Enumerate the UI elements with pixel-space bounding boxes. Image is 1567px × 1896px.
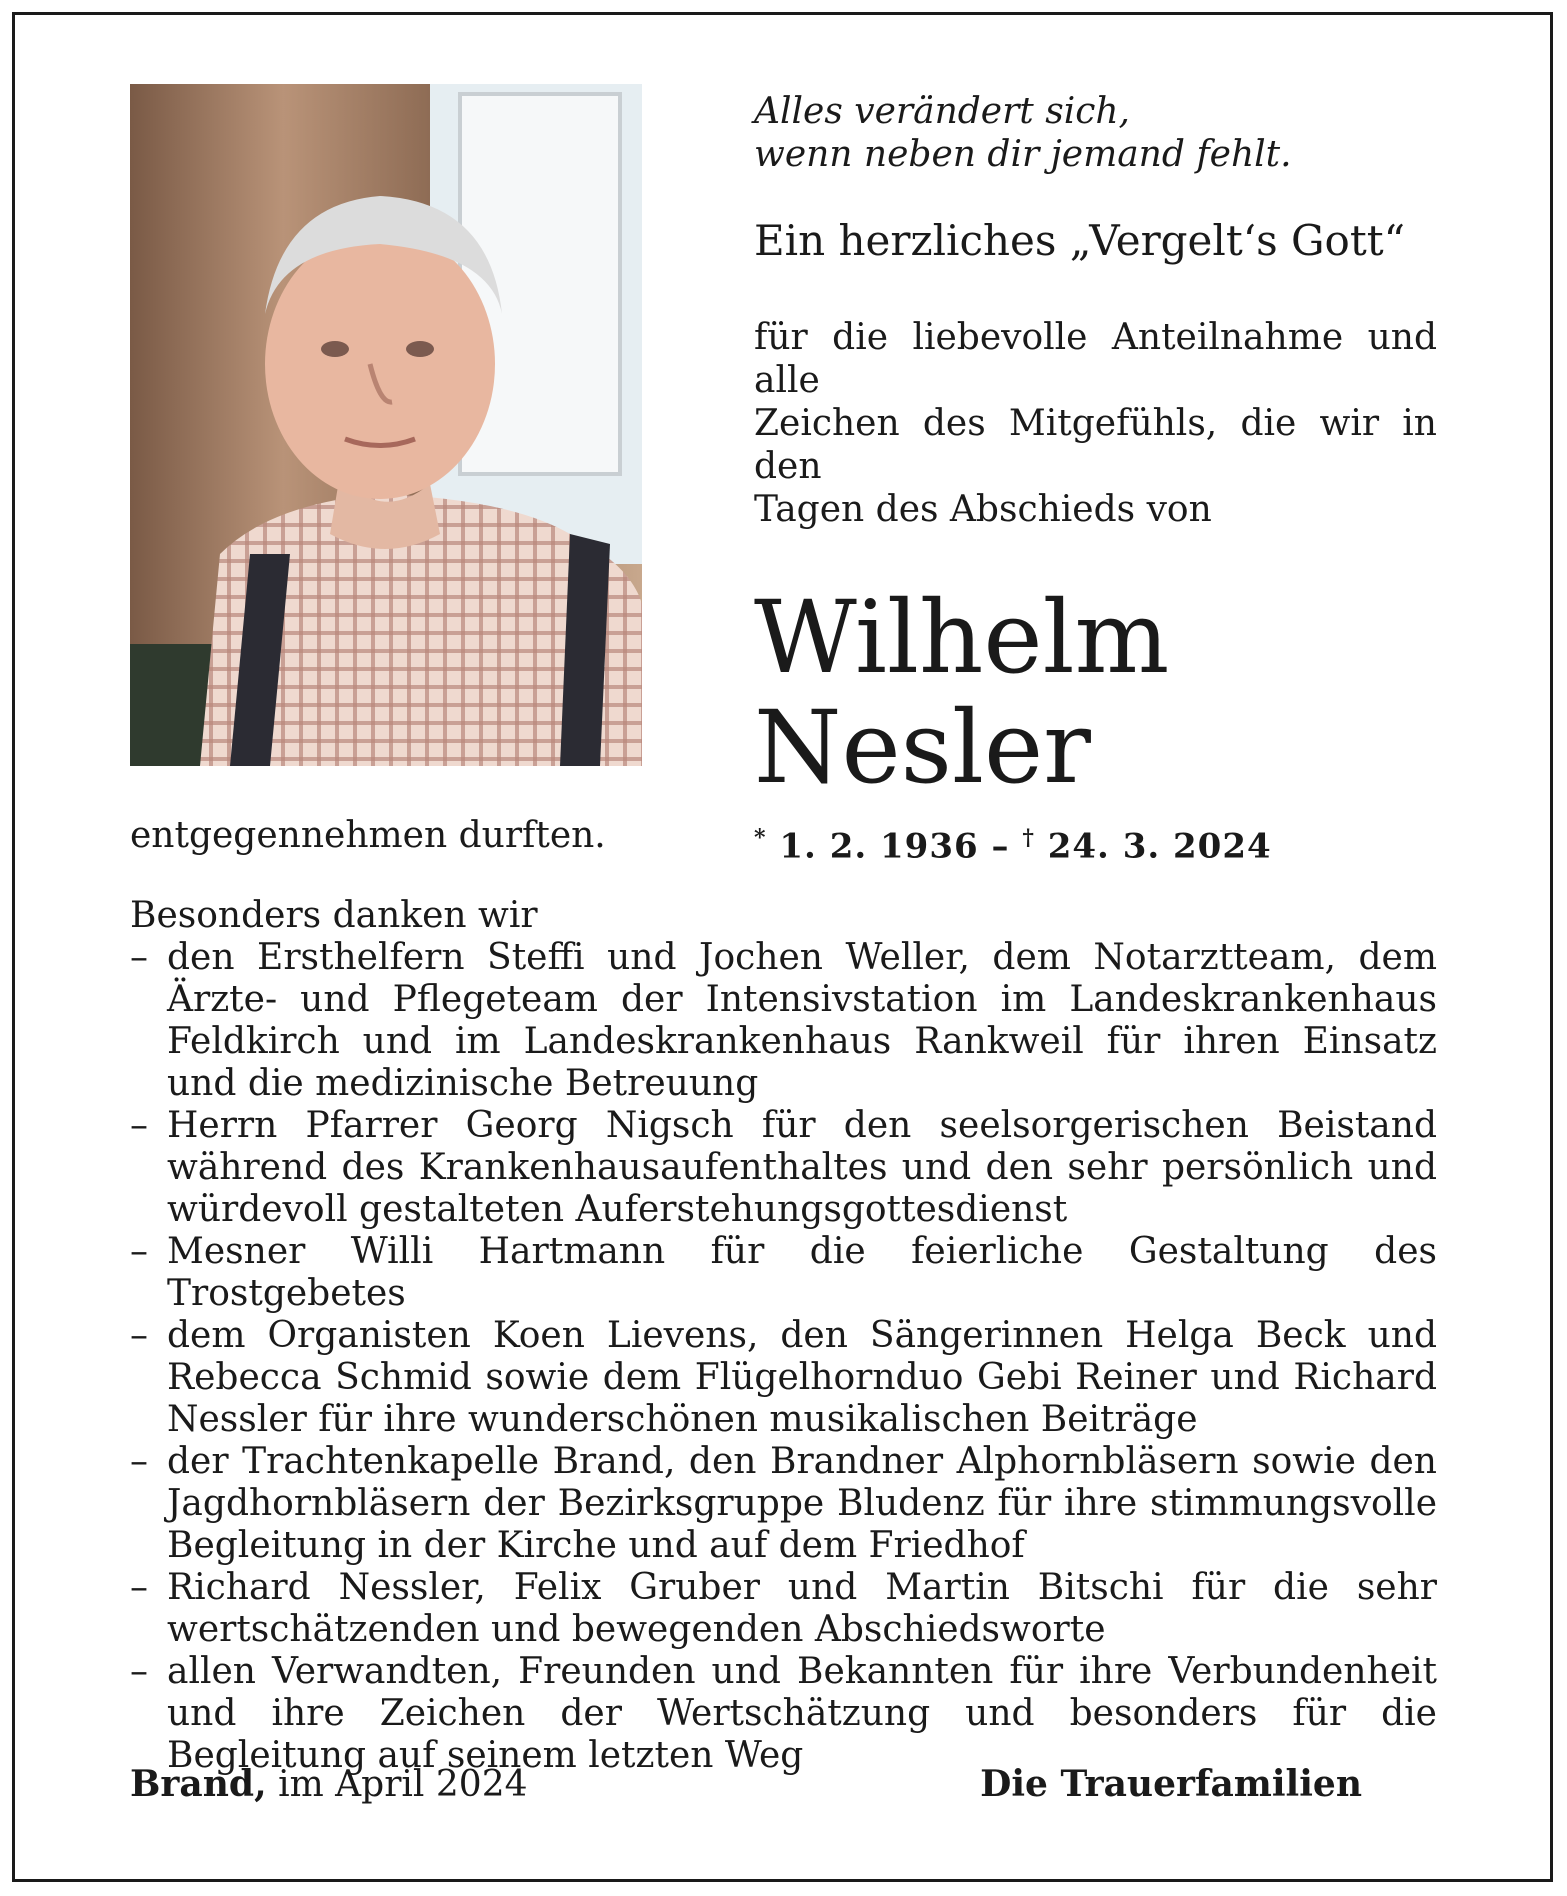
list-item: – der Trachtenkapelle Brand, den Brandner Alphornbläsern sowie den Jagdhornbläsern der Bezirksgruppe Bludenz für ihre stimmungsvolle Begleitung in der Kirche und auf dem Friedhof [130, 1441, 1437, 1567]
intro-line-2: Zeichen des Mitgefühls, die wir in den [754, 403, 1437, 487]
intro-line-1: für die liebevolle Anteilnahme und alle [754, 317, 1437, 401]
list-item: – Richard Nessler, Felix Gruber und Martin Bitschi für die sehr wertschätzenden und bewegenden Abschiedsworte [130, 1567, 1437, 1651]
footer-signature: Die Trauerfamilien [980, 1763, 1362, 1805]
footer [130, 1763, 1362, 1806]
portrait-photo [130, 84, 642, 766]
birth-date: 1. 2. 1936 [779, 826, 979, 867]
thanks-heading: Ein herzliches „Vergelt‘s Gott“ [754, 216, 1406, 265]
intro-paragraph [754, 316, 1437, 531]
footer-place: Brand, [130, 1763, 267, 1805]
quote [754, 90, 1437, 176]
list-item: – den Ersthelfern Steffi und Jochen Weller, dem Notarztteam, dem Ärzte- und Pflegeteam der Intensivstation im Landeskrankenhaus Feldkirch und im Landeskrankenhaus Rankweil für ihren Einsatz und die medizinische Betreuung [130, 937, 1437, 1105]
thanks-intro: Besonders danken wir [130, 895, 538, 936]
body-text [130, 815, 1437, 1777]
list-item: – Mesner Willi Hartmann für die feierliche Gestaltung des Trostgebetes [130, 1231, 1437, 1315]
birth-symbol: * [754, 825, 767, 851]
death-symbol: † [1022, 825, 1035, 851]
list-item: – allen Verwandten, Freunden und Bekannten für ihre Verbundenheit und ihre Zeichen der Wertschätzung und besonders für die Begleitung auf seinem letzten Weg [130, 1651, 1437, 1777]
quote-line-1: Alles verändert sich, [754, 91, 1130, 132]
portrait-illustration [130, 84, 642, 766]
header-text-block [754, 90, 1437, 866]
list-item: – dem Organisten Koen Lievens, den Sängerinnen Helga Beck und Rebecca Schmid sowie dem Flügelhornduo Gebi Reiner und Richard Nessler für ihre wunderschönen musikalischen Beiträge [130, 1315, 1437, 1441]
list-item: – Herrn Pfarrer Georg Nigsch für den seelsorgerischen Beistand während des Krankenhausaufenthaltes und den sehr persönlich und würdevoll gestalteten Auferstehungsgottesdienst [130, 1105, 1437, 1231]
quote-line-2: wenn neben dir jemand fehlt. [754, 134, 1292, 175]
intro-line-3: Tagen des Abschieds von [754, 489, 1212, 530]
death-date: 24. 3. 2024 [1047, 826, 1272, 867]
footer-date: im April 2024 [278, 1764, 528, 1805]
continuation-text: entgegennehmen durften. [130, 815, 606, 856]
date-separator: – [991, 826, 1010, 867]
first-name: Wilhelm [754, 579, 1170, 696]
last-name: Nesler [754, 689, 1091, 806]
deceased-name [754, 579, 1437, 806]
thanks-list [130, 937, 1437, 1777]
